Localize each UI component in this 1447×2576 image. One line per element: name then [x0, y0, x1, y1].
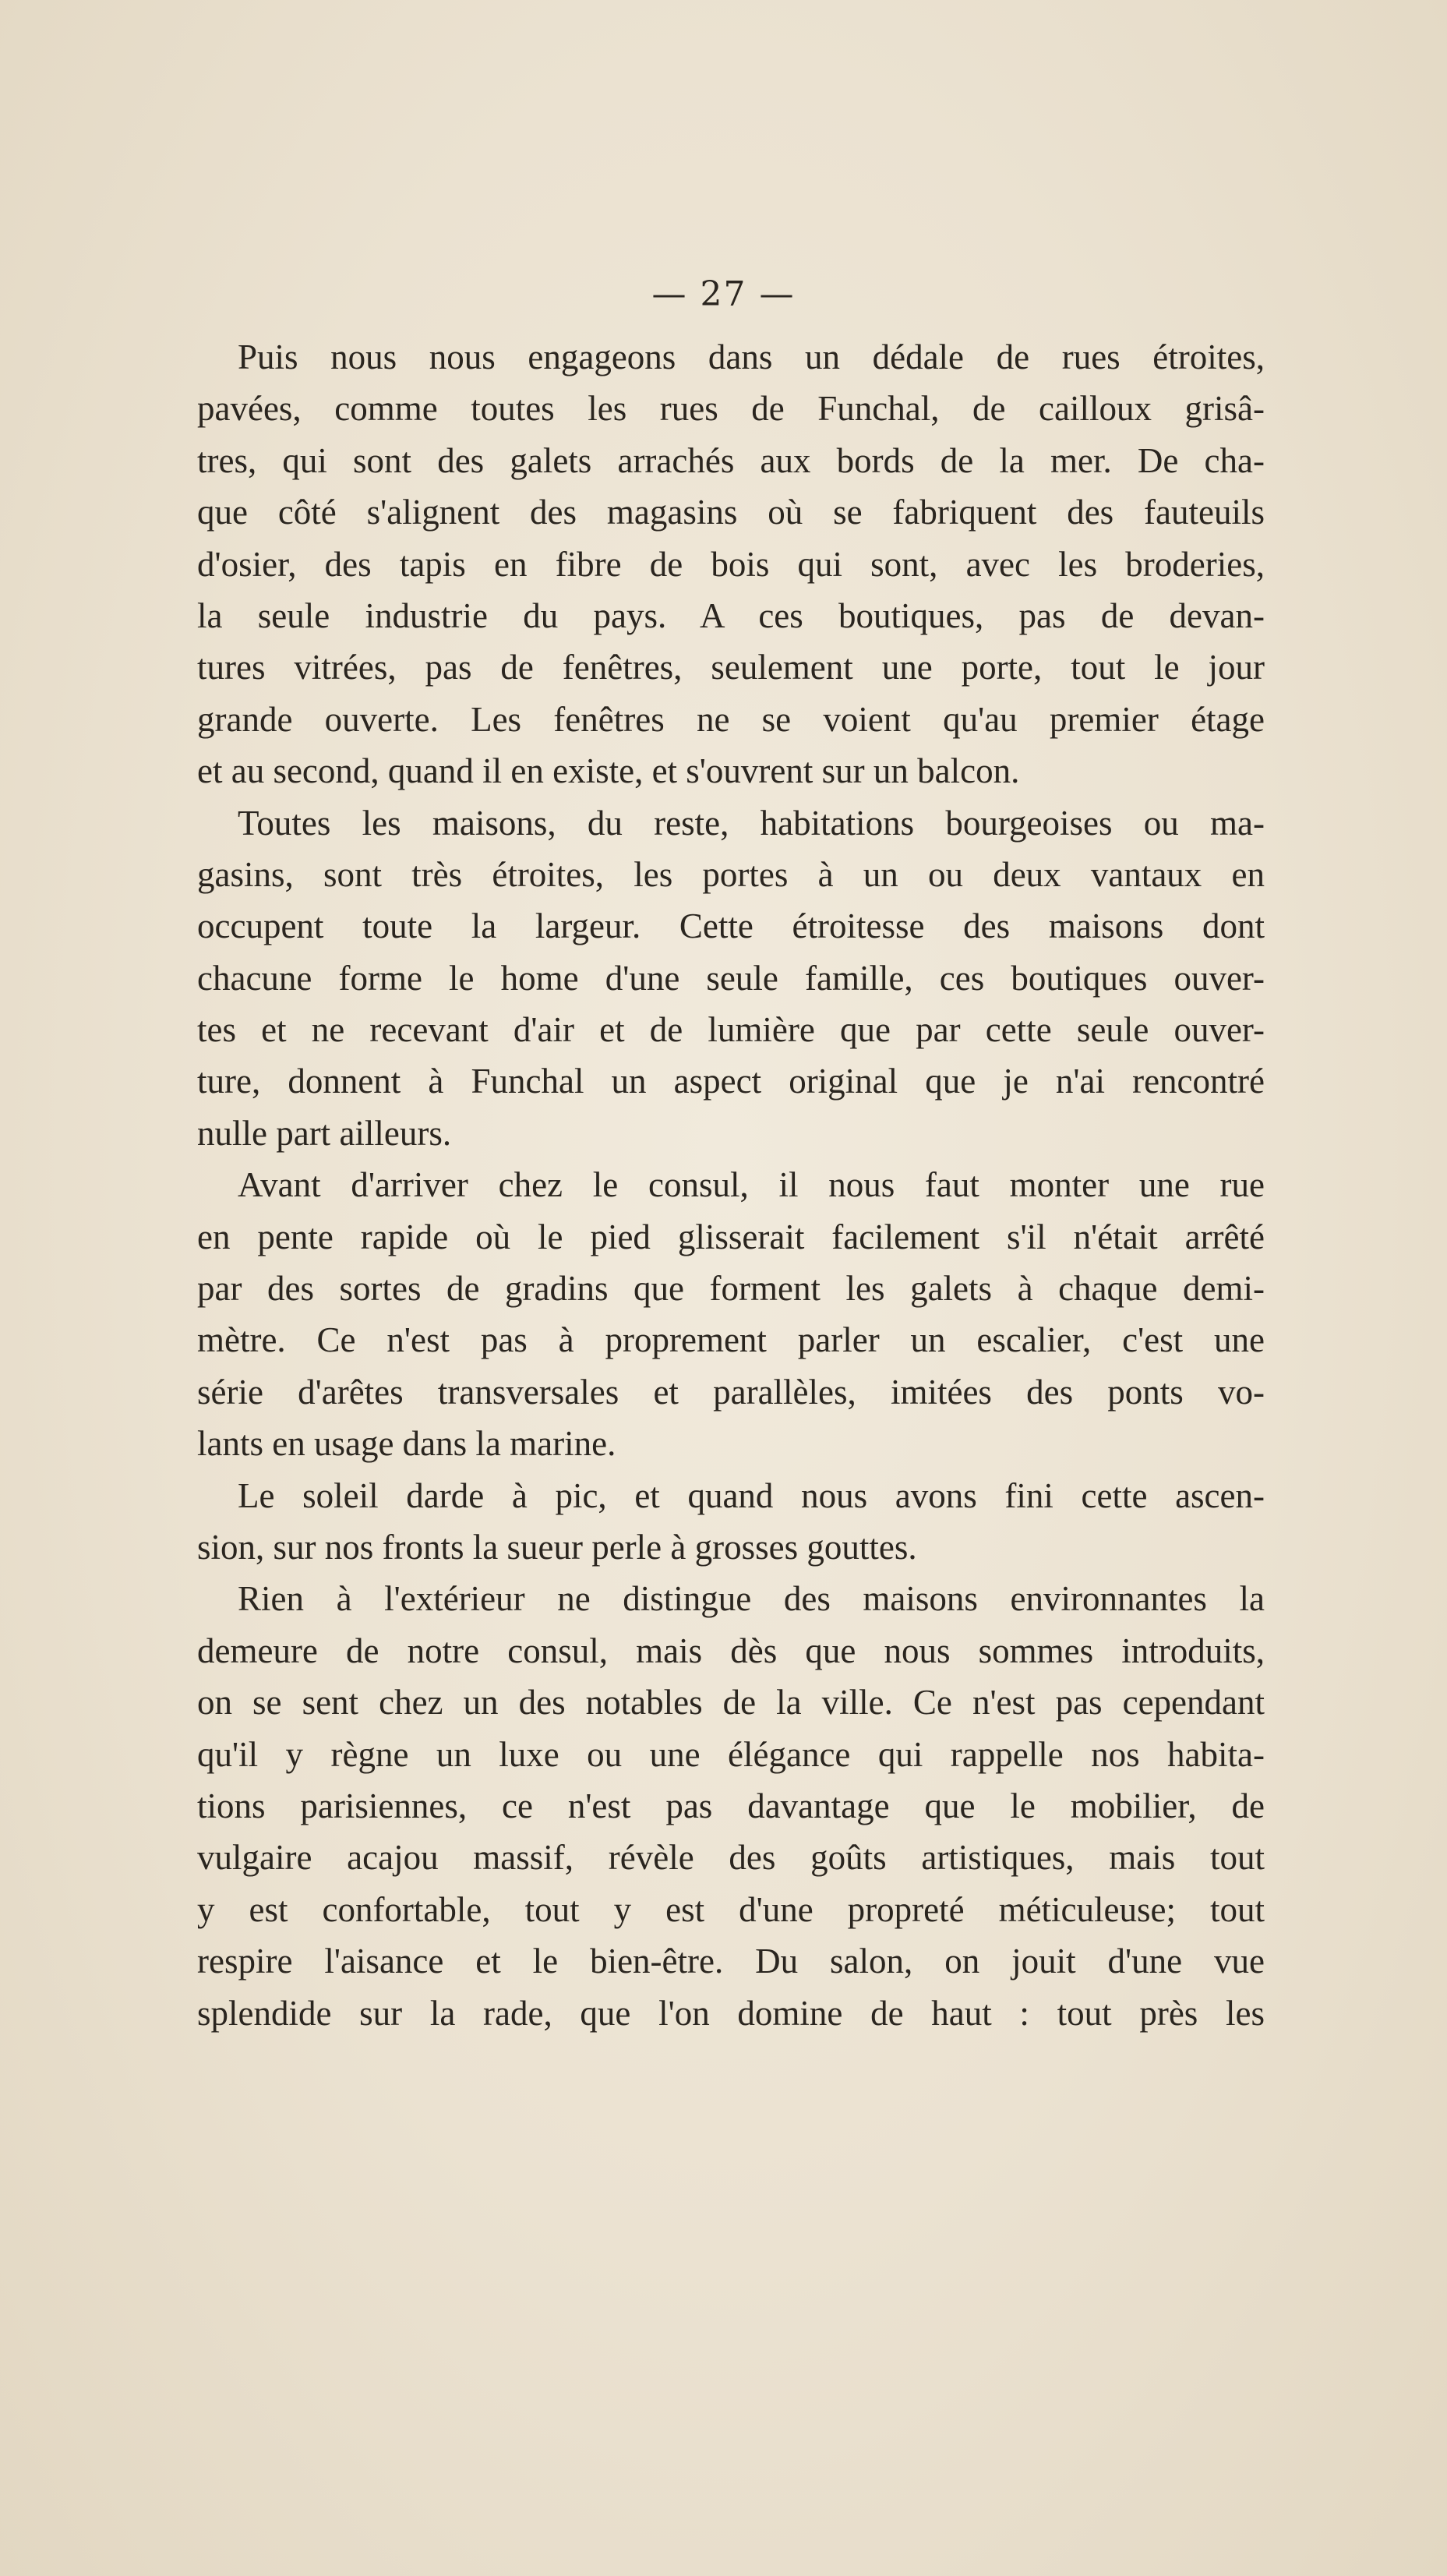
text-line: splendide sur la rade, que l'on domine de haut : tout près les	[197, 1993, 1265, 2033]
text-line: gasins, sont très étroites, les portes à un ou deux vantaux en	[197, 854, 1265, 894]
text-line: vulgaire acajou massif, révèle des goûts artistiques, mais tout	[197, 1838, 1265, 1878]
text-line: tures vitrées, pas de fenêtres, seulement une porte, tout le jour	[197, 648, 1265, 687]
text-line: pavées, comme toutes les rues de Funchal, de cailloux grisâ-	[197, 389, 1265, 429]
text-line: sion, sur nos fronts la sueur perle à grosses gouttes.	[197, 1527, 917, 1567]
text-line: ture, donnent à Funchal un aspect original que je n'ai rencontré	[197, 1062, 1265, 1101]
text-line: y est confortable, tout y est d'une propreté méticuleuse; tout	[197, 1889, 1265, 1929]
text-line: tes et ne recevant d'air et de lumière que par cette seule ouver-	[197, 1010, 1265, 1050]
text-line: par des sortes de gradins que forment les galets à chaque demi-	[197, 1269, 1265, 1309]
text-line: Avant d'arriver chez le consul, il nous faut monter une rue	[238, 1165, 1265, 1205]
text-line: la seule industrie du pays. A ces boutiques, pas de devan-	[197, 595, 1265, 635]
body-text	[197, 331, 1265, 2039]
text-line: Le soleil darde à pic, et quand nous avons fini cette ascen-	[238, 1475, 1265, 1515]
text-line: Toutes les maisons, du reste, habitations bourgeoises ou ma-	[238, 803, 1265, 843]
text-line: série d'arêtes transversales et parallèles, imitées des ponts vo-	[197, 1372, 1265, 1412]
text-line: mètre. Ce n'est pas à proprement parler un escalier, c'est une	[197, 1320, 1265, 1360]
text-line: et au second, quand il en existe, et s'ouvrent sur un balcon.	[197, 751, 1020, 791]
text-line: nulle part ailleurs.	[197, 1113, 452, 1153]
text-line: grande ouverte. Les fenêtres ne se voient qu'au premier étage	[197, 699, 1265, 739]
text-line: tions parisiennes, ce n'est pas davantage que le mobilier, de	[197, 1786, 1265, 1825]
text-line: demeure de notre consul, mais dès que nous sommes introduits,	[197, 1631, 1265, 1670]
text-line: tres, qui sont des galets arrachés aux bords de la mer. De cha-	[197, 440, 1265, 480]
text-line: respire l'aisance et le bien-être. Du salon, on jouit d'une vue	[197, 1942, 1265, 1981]
text-line: chacune forme le home d'une seule famille, ces boutiques ouver-	[197, 958, 1265, 998]
text-line: occupent toute la largeur. Cette étroitesse des maisons dont	[197, 906, 1265, 946]
text-line: d'osier, des tapis en fibre de bois qui sont, avec les broderies,	[197, 544, 1265, 584]
text-line: en pente rapide où le pied glisserait facilement s'il n'était arrêté	[197, 1217, 1265, 1256]
text-line: on se sent chez un des notables de la ville. Ce n'est pas cependant	[197, 1683, 1265, 1723]
text-line: Puis nous nous engageons dans un dédale de rues étroites,	[238, 337, 1265, 376]
text-line: lants en usage dans la marine.	[197, 1424, 616, 1464]
text-line: qu'il y règne un luxe ou une élégance qui rappelle nos habita-	[197, 1734, 1265, 1774]
text-line: que côté s'alignent des magasins où se fabriquent des fauteuils	[197, 493, 1265, 532]
page-number: — 27 —	[651, 274, 796, 314]
text-line: Rien à l'extérieur ne distingue des maisons environnantes la	[238, 1579, 1265, 1619]
